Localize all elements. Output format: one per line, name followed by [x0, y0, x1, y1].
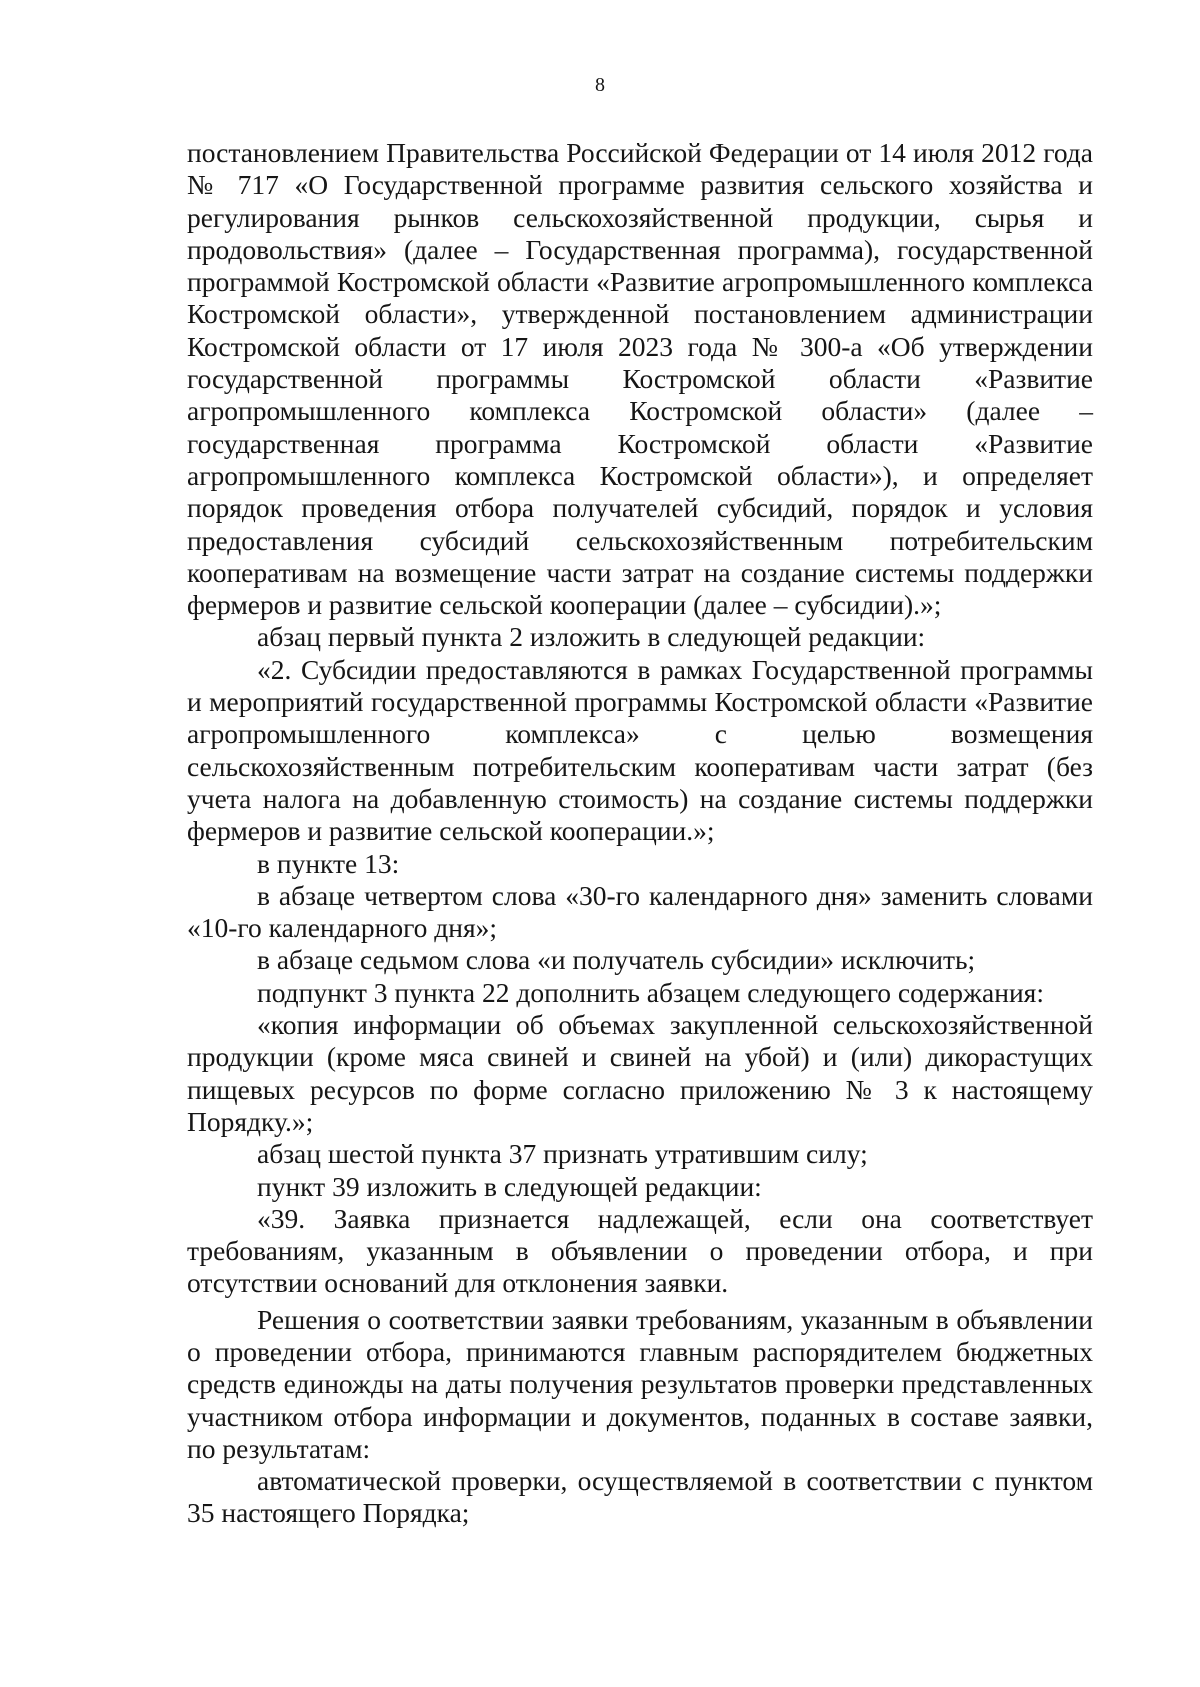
paragraph-point-2-text: «2. Субсидии предоставляются в рамках Государственной программы и мероприятий государственной программы Костромской области «Развитие агропромышленного комплекса» с целью возмещения сельскохозяйственным потребительским кооперативам части затрат (без учета налога на добавленную стоимость) на создание системы поддержки фермеров и развитие сельской кооперации.»;	[187, 653, 1093, 847]
paragraph-point-39-intro: пункт 39 изложить в следующей редакции:	[257, 1170, 762, 1202]
paragraph-point-13: в пункте 13:	[257, 847, 400, 879]
paragraph-point-39-auto-check: автоматической проверки, осуществляемой в соответствии с пунктом 35 настоящего Порядка;	[187, 1465, 1093, 1529]
paragraph-point-13-fourth: в абзаце четвертом слова «30-го календарного дня» заменить словами «10-го календарного дня»;	[187, 879, 1093, 944]
paragraph-point-37: абзац шестой пункта 37 признать утратившим силу;	[257, 1138, 868, 1170]
paragraph-point-22-text: «копия информации об объемах закупленной сельскохозяйственной продукции (кроме мяса свиней и свиней на убой) и (или) дикорастущих пищевых ресурсов по форме согласно приложению № 3 к настоящему Порядку.»;	[187, 1009, 1093, 1137]
page-number: 8	[595, 74, 605, 96]
paragraph-continuation: постановлением Правительства Российской Федерации от 14 июля 2012 года № 717 «О Государственной программе развития сельского хозяйства и регулирования рынков сельскохозяйственной продукции, сырья и продовольствия» (далее – Государственная программа), государственной программой Костромской области «Развитие агропромышленного комплекса Костромской области», утвержденной постановлением администрации Костромской области от 17 июля 2023 года № 300-а «Об утверждении государственной программы Костромской области «Развитие агропромышленного комплекса Костромской области» (далее – государственная программа Костромской области «Развитие агропромышленного комплекса Костромской области»), и определяет порядок проведения отбора получателей субсидий, порядок и условия предоставления субсидий сельскохозяйственным потребительским кооперативам на возмещение части затрат на создание системы поддержки фермеров и развитие сельской кооперации (далее – субсидии).»;	[187, 137, 1093, 621]
paragraph-point-2-intro: абзац первый пункта 2 изложить в следующей редакции:	[257, 621, 926, 653]
paragraph-point-22-intro: подпункт 3 пункта 22 дополнить абзацем следующего содержания:	[257, 976, 1044, 1008]
document-body	[187, 137, 1093, 1530]
paragraph-point-13-seventh: в абзаце седьмом слова «и получатель субсидии» исключить;	[257, 944, 976, 976]
paragraph-point-39-decisions: Решения о соответствии заявки требованиям, указанным в объявлении о проведении отбора, принимаются главным распорядителем бюджетных средств единожды на даты получения результатов проверки представленных участником отбора информации и документов, поданных в составе заявки, по результатам:	[187, 1303, 1093, 1464]
paragraph-point-39-text: «39. Заявка признается надлежащей, если она соответствует требованиям, указанным в объявлении о проведении отбора, и при отсутствии оснований для отклонения заявки.	[187, 1202, 1093, 1299]
